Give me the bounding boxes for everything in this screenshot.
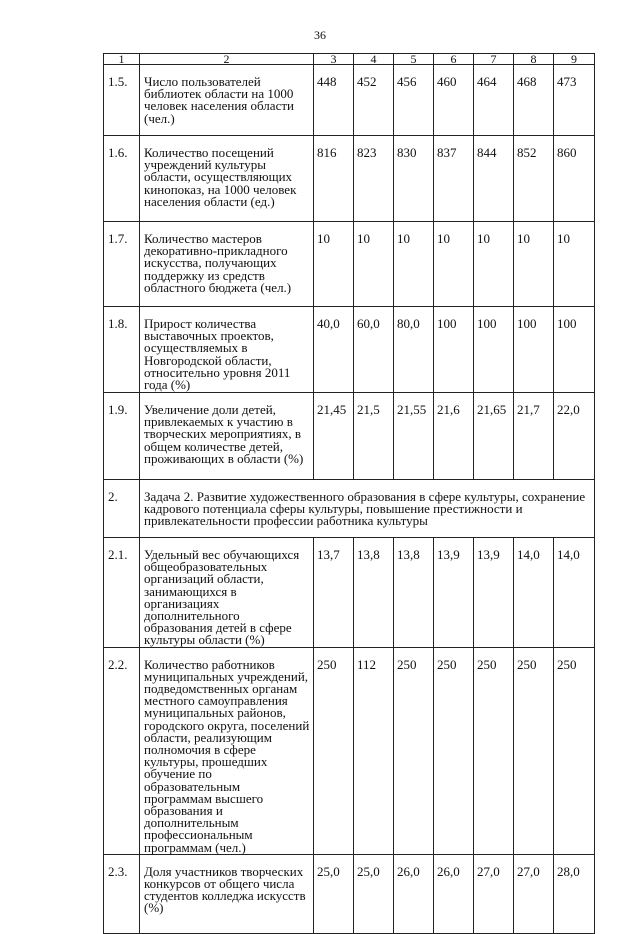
- column-number: 8: [514, 54, 554, 65]
- indicator-value: 473: [554, 65, 595, 136]
- column-number: 3: [314, 54, 354, 65]
- indicator-value: 21,5: [354, 393, 394, 480]
- indicator-value: 250: [554, 647, 595, 854]
- indicator-value: 468: [514, 65, 554, 136]
- table-row: [104, 538, 595, 648]
- indicator-value: 100: [514, 307, 554, 393]
- row-number: 2.: [104, 480, 140, 538]
- column-number: 5: [394, 54, 434, 65]
- table-row: [104, 307, 595, 393]
- indicator-value: 844: [474, 136, 514, 222]
- row-number: 1.6.: [104, 136, 140, 222]
- row-number: 2.3.: [104, 854, 140, 933]
- indicator-value: 21,7: [514, 393, 554, 480]
- table-row: [104, 136, 595, 222]
- indicator-value: 21,65: [474, 393, 514, 480]
- column-number: 9: [554, 54, 595, 65]
- indicator-value: 21,55: [394, 393, 434, 480]
- row-number: 2.2.: [104, 647, 140, 854]
- indicator-value: 10: [434, 222, 474, 307]
- indicator-value: 25,0: [314, 854, 354, 933]
- indicator-value: 26,0: [434, 854, 474, 933]
- indicator-label: Количество посещений учреждений культуры области, осуществляющих кинопоказ, на 1000 человек населения области (ед.): [140, 136, 314, 222]
- indicator-value: 14,0: [514, 538, 554, 648]
- column-number: 1: [104, 54, 140, 65]
- indicator-value: 10: [394, 222, 434, 307]
- indicator-value: 27,0: [474, 854, 514, 933]
- indicator-value: 250: [514, 647, 554, 854]
- indicator-value: 60,0: [354, 307, 394, 393]
- indicator-value: 10: [554, 222, 595, 307]
- column-number-row: [104, 54, 595, 65]
- indicator-value: 830: [394, 136, 434, 222]
- indicator-value: 13,8: [354, 538, 394, 648]
- table-row: [104, 65, 595, 136]
- indicator-value: 22,0: [554, 393, 595, 480]
- column-number: 6: [434, 54, 474, 65]
- indicator-value: 860: [554, 136, 595, 222]
- indicator-value: 448: [314, 65, 354, 136]
- indicator-value: 40,0: [314, 307, 354, 393]
- indicator-value: 14,0: [554, 538, 595, 648]
- indicator-value: 816: [314, 136, 354, 222]
- row-number: 1.8.: [104, 307, 140, 393]
- indicator-value: 100: [554, 307, 595, 393]
- indicator-value: 464: [474, 65, 514, 136]
- indicator-label: Количество работников муниципальных учреждений, подведомственных органам местного самоуправления муниципальных районов, городского округа, поселений области, реализующим полномочия в сфере культуры, прошедших обучение по образовательным программам высшего образования и дополнительным профессиональным программам (чел.): [140, 647, 314, 854]
- table-row: [104, 222, 595, 307]
- indicator-value: 10: [514, 222, 554, 307]
- column-number: 4: [354, 54, 394, 65]
- indicator-value: 250: [474, 647, 514, 854]
- indicator-value: 250: [394, 647, 434, 854]
- row-number: 1.9.: [104, 393, 140, 480]
- indicator-value: 13,9: [434, 538, 474, 648]
- indicator-value: 100: [474, 307, 514, 393]
- indicator-value: 250: [314, 647, 354, 854]
- column-number: 7: [474, 54, 514, 65]
- indicator-value: 26,0: [394, 854, 434, 933]
- indicator-value: 25,0: [354, 854, 394, 933]
- indicator-label: Прирост количества выставочных проектов, осуществляемых в Новгородской области, относительно уровня 2011 года (%): [140, 307, 314, 393]
- task-row: [104, 480, 595, 538]
- table-row: [104, 647, 595, 854]
- indicator-value: 112: [354, 647, 394, 854]
- indicators-table: [103, 53, 595, 934]
- indicator-value: 13,9: [474, 538, 514, 648]
- indicator-value: 10: [474, 222, 514, 307]
- indicator-value: 452: [354, 65, 394, 136]
- indicator-value: 13,8: [394, 538, 434, 648]
- indicator-label: Доля участников творческих конкурсов от общего числа студентов колледжа искусств (%): [140, 854, 314, 933]
- indicator-value: 13,7: [314, 538, 354, 648]
- indicator-value: 10: [354, 222, 394, 307]
- page-number: 36: [314, 28, 326, 42]
- task-heading: Задача 2. Развитие художественного образования в сфере культуры, сохранение кадрового потенциала сферы культуры, повышение престижности и привлекательности профессии работника культуры: [140, 480, 595, 538]
- indicator-label: Количество мастеров декоративно-прикладного искусства, получающих поддержку из средств областного бюджета (чел.): [140, 222, 314, 307]
- indicator-value: 80,0: [394, 307, 434, 393]
- indicator-value: 460: [434, 65, 474, 136]
- indicator-value: 250: [434, 647, 474, 854]
- indicator-value: 27,0: [514, 854, 554, 933]
- indicator-label: Число пользователей библиотек области на 1000 человек населения области (чел.): [140, 65, 314, 136]
- row-number: 2.1.: [104, 538, 140, 648]
- indicator-value: 21,6: [434, 393, 474, 480]
- column-number: 2: [140, 54, 314, 65]
- indicator-label: Удельный вес обучающихся общеобразовательных организаций области, занимающихся в организациях дополнительного образования детей в сфере культуры области (%): [140, 538, 314, 648]
- row-number: 1.5.: [104, 65, 140, 136]
- indicator-value: 21,45: [314, 393, 354, 480]
- indicator-value: 823: [354, 136, 394, 222]
- indicator-value: 837: [434, 136, 474, 222]
- table-row: [104, 854, 595, 933]
- indicator-value: 28,0: [554, 854, 595, 933]
- indicator-value: 100: [434, 307, 474, 393]
- row-number: 1.7.: [104, 222, 140, 307]
- table-row: [104, 393, 595, 480]
- indicator-label: Увеличение доли детей, привлекаемых к участию в творческих мероприятиях, в общем количестве детей, проживающих в области (%): [140, 393, 314, 480]
- indicator-value: 10: [314, 222, 354, 307]
- indicator-value: 456: [394, 65, 434, 136]
- indicator-value: 852: [514, 136, 554, 222]
